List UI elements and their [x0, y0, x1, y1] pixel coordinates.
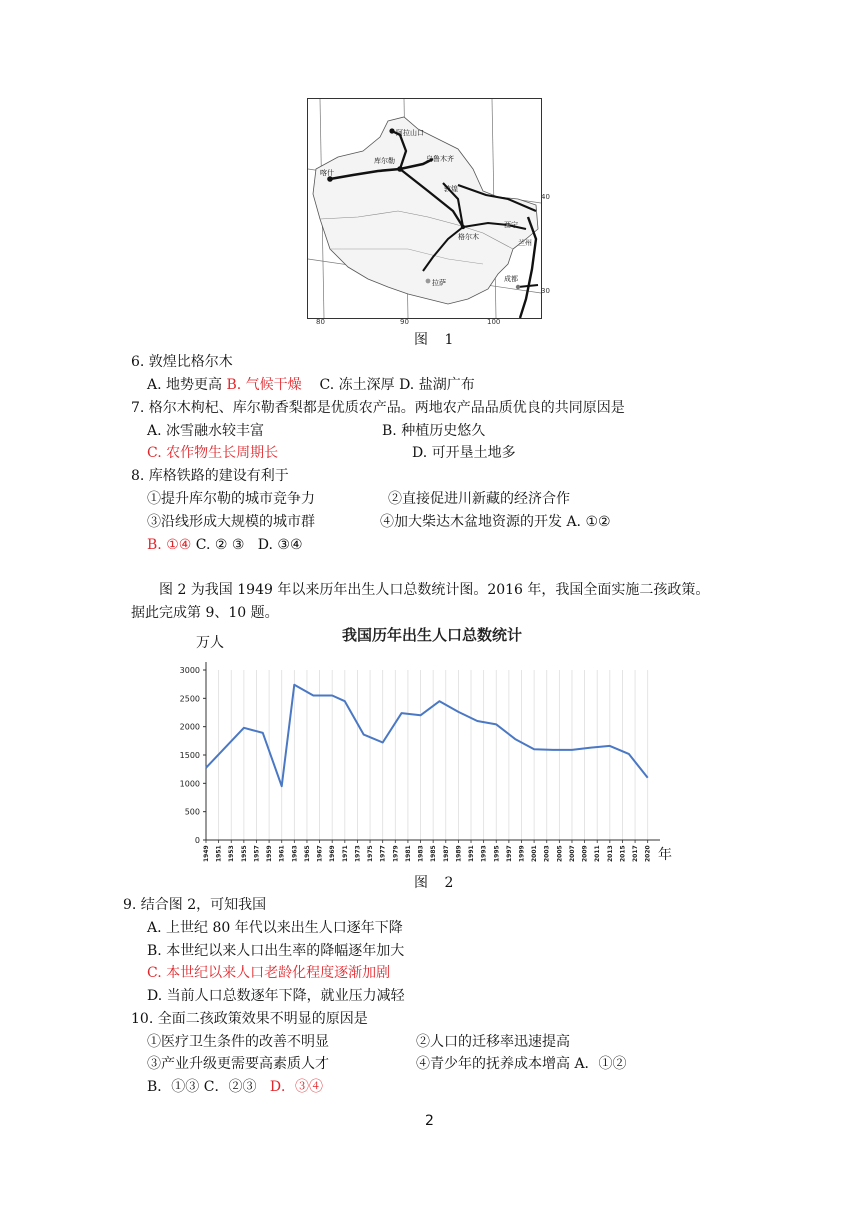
x-tick-label: 1961: [278, 845, 286, 862]
lon-label-90: 90: [400, 318, 409, 326]
q8-item-3: ③沿线形成大规模的城市群: [147, 514, 315, 530]
x-tick-label: 1977: [379, 845, 387, 862]
q6-option-c: C. 冻土深厚: [319, 377, 395, 393]
y-tick-label: 1500: [179, 751, 200, 760]
q10-option-c: C．②③: [203, 1079, 257, 1095]
x-tick-label: 1981: [404, 845, 412, 862]
y-tick-label: 3000: [179, 666, 200, 675]
intro-line-1: 图 2 为我国 1949 年以来历年出生人口总数统计图。2016 年，我国全面实施二孩政策。: [159, 582, 710, 598]
y-tick-label: 0: [194, 836, 200, 845]
x-tick-label: 1949: [203, 845, 210, 862]
q7-stem: 7. 格尔木枸杞、库尔勒香梨都是优质农产品。两地农产品品质优良的共同原因是: [131, 400, 625, 416]
x-tick-label: 1965: [303, 845, 311, 862]
q6-option-a: A. 地势更高: [147, 377, 223, 393]
q8-item-1: ①提升库尔勒的城市竞争力: [147, 491, 315, 507]
x-axis-unit: 年: [658, 847, 672, 863]
q7-option-d: D. 可开垦土地多: [412, 445, 516, 461]
x-tick-label: 1989: [455, 845, 463, 862]
x-tick-label: 1983: [417, 845, 425, 862]
city-label: 拉萨: [432, 279, 446, 287]
x-tick-label: 1999: [518, 845, 526, 862]
q10-option-d: D．③④: [269, 1079, 324, 1095]
q10-item-1: ①医疗卫生条件的改善不明显: [147, 1034, 329, 1050]
q9-option-a: A. 上世纪 80 年代以来出生人口逐年下降: [147, 920, 403, 936]
q9-option-d: D. 当前人口总数逐年下降，就业压力减轻: [147, 988, 405, 1004]
x-tick-label: 1955: [240, 845, 248, 862]
q8-item-4: ④加大柴达木盆地资源的开发 A. ①②: [380, 514, 611, 530]
q8-item-2: ②直接促进川新藏的经济合作: [388, 491, 570, 507]
q8-options: [147, 535, 303, 555]
x-tick-label: 1953: [228, 845, 236, 862]
x-tick-label: 1991: [468, 845, 476, 862]
figure1-caption: 图 1: [414, 332, 460, 348]
x-tick-label: 1997: [505, 845, 513, 862]
q10-stem: 10. 全面二孩政策效果不明显的原因是: [131, 1011, 368, 1027]
q6-stem: 6. 敦煌比格尔木: [131, 354, 233, 370]
x-tick-label: 1963: [291, 845, 299, 862]
x-tick-label: 2003: [543, 845, 551, 862]
q10-option-b: B．①③: [147, 1079, 200, 1095]
lat-label-30: 30: [541, 287, 550, 295]
q9-option-c: C. 本世纪以来人口老龄化程度逐渐加剧: [147, 965, 391, 981]
x-tick-label: 1995: [493, 845, 501, 862]
city-label: 乌鲁木齐: [426, 155, 454, 163]
city-label: 敦煌: [444, 185, 458, 193]
series-line: [206, 685, 648, 787]
city-label: 西宁: [504, 221, 518, 229]
x-tick-label: 2013: [606, 845, 614, 862]
figure2-caption: 图 2: [414, 875, 460, 891]
lat-label-40: 40: [541, 193, 550, 201]
x-tick-label: 1979: [392, 845, 400, 862]
y-tick-label: 2500: [179, 694, 200, 704]
lon-label-100: 100: [487, 318, 501, 326]
x-tick-label: 2011: [594, 845, 602, 862]
x-tick-label: 1993: [480, 845, 488, 862]
x-tick-label: 1967: [316, 845, 324, 862]
x-tick-label: 2015: [619, 845, 627, 862]
x-tick-label: 1975: [367, 845, 375, 862]
q6-option-d: D. 盐湖广布: [399, 377, 475, 393]
lon-label-80: 80: [316, 318, 325, 326]
q10-options: [147, 1077, 323, 1097]
q10-item-4: ④青少年的抚养成本增高 A．①②: [416, 1056, 627, 1072]
q8-stem: 8. 库格铁路的建设有利于: [131, 468, 289, 484]
x-tick-label: 1951: [215, 845, 223, 862]
x-tick-label: 2001: [531, 845, 539, 862]
x-tick-label: 2009: [581, 845, 589, 862]
y-tick-label: 500: [184, 807, 200, 817]
q9-option-b: B. 本世纪以来人口出生率的降幅逐年加大: [147, 943, 405, 959]
x-tick-label: 1959: [266, 845, 274, 862]
q8-option-d: D. ③④: [257, 537, 303, 553]
q10-item-2: ②人口的迁移率迅速提高: [416, 1034, 570, 1050]
city-label: 库尔勒: [374, 157, 395, 165]
q7-option-c: C. 农作物生长周期长: [147, 445, 279, 461]
chart-title: 我国历年出生人口总数统计: [342, 626, 523, 644]
x-tick-label: 2005: [556, 845, 564, 862]
intro-line-2: 据此完成第 9、10 题。: [131, 605, 279, 621]
city-label: 兰州: [518, 239, 532, 247]
x-tick-label: 2007: [568, 845, 576, 862]
x-tick-label: 1969: [329, 845, 337, 862]
x-tick-label: 1985: [430, 845, 438, 862]
page-number: 2: [425, 1113, 434, 1129]
map-graphic: [308, 99, 541, 318]
x-tick-label: 2017: [632, 845, 640, 862]
x-tick-label: 1973: [354, 845, 362, 862]
railway-map: [307, 98, 542, 319]
y-tick-label: 2000: [179, 722, 200, 732]
x-tick-label: 1957: [253, 845, 261, 862]
y-tick-label: 1000: [179, 779, 200, 789]
q8-option-b: B. ①④: [147, 537, 192, 553]
x-tick-label: 2020: [644, 845, 652, 862]
x-tick-label: 1971: [341, 845, 349, 862]
city-label: 成都: [504, 275, 518, 283]
q8-option-c: C. ② ③: [195, 537, 245, 553]
q9-stem: 9. 结合图 2，可知我国: [123, 897, 267, 913]
city-label: 喀什: [320, 169, 334, 177]
city-label: 格尔木: [458, 233, 479, 241]
q6-options: [147, 375, 475, 395]
q6-option-b: B. 气候干燥: [226, 377, 302, 393]
q7-option-a: A. 冰雪融水较丰富: [147, 423, 265, 439]
y-axis-unit: 万人: [196, 635, 224, 651]
chart-plot: [162, 618, 692, 868]
birth-chart: [162, 618, 692, 868]
q10-item-3: ③产业升级更需要高素质人才: [147, 1056, 329, 1072]
x-tick-label: 1987: [442, 845, 450, 862]
q7-option-b: B. 种植历史悠久: [382, 423, 486, 439]
city-label: 阿拉山口: [396, 129, 424, 137]
